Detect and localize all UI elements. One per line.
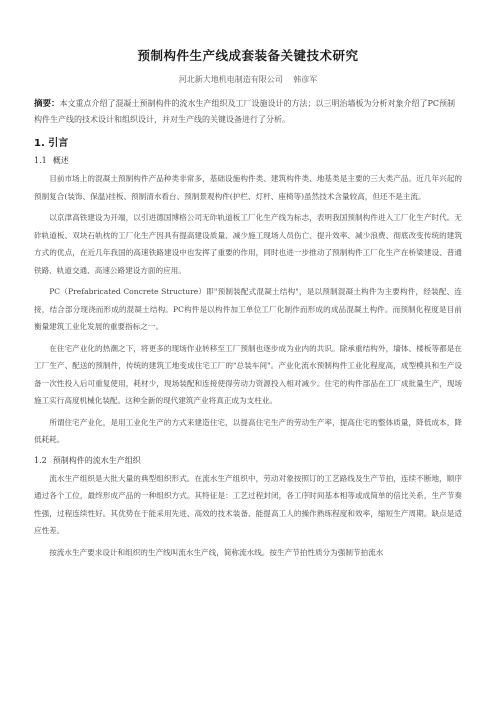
- paragraph: 按流水生产要求设计和组织的生产线叫流水生产线，简称流水线。按生产节拍性质分为强制节拍流水: [49, 547, 384, 557]
- abstract-label: 摘要：: [34, 99, 60, 109]
- paper-title: 预制构件生产线成套装备关键技术研究: [137, 48, 359, 63]
- subsection-number: 1.2: [34, 455, 47, 465]
- paragraph: 目前市场上的混凝土预制构件产品种类非常多，基础设施构件类、建筑构件类、地基类是主要的三大类产品。近几年兴起的预制复合(装饰、保温)挂板、预制清水看台、预制景观构件(护栏、灯杆、座椅等)虽然技术含量较高，但还不是主流。: [34, 174, 462, 201]
- abstract-text: 本文重点介绍了混凝土预制构件的流水生产组织及工厂设施设计的方法；以三明治墙板为分析对象介绍了PC预制构件生产线的技术设计和组织设计，并对生产线的关键设备进行了分析。: [34, 99, 456, 124]
- paragraph: 流水生产组织是大批大量的典型组织形式。在流水生产组织中，劳动对象按照订的工艺路线及生产节拍，连续不断地，顺序通过各个工位，最终形成产品的一种组织方式。其特征是：工艺过程封闭，各工序时间基本相等或成简单的倍比关系，生产节奏性强，过程连续性好。其优势在于能采用先进、高效的技术装备、能提高工人的操作熟练程度和效率，缩短生产周期。缺点是适应性差。: [34, 473, 462, 535]
- abstract: [34, 96, 462, 128]
- author-name: 韩彦军: [293, 75, 318, 84]
- byline: [34, 74, 462, 85]
- subsection-title: 概述: [52, 156, 69, 165]
- paragraph: 以京津高铁建设为开端，以引进德国博格公司无砟轨道板工厂化生产线为标志，表明我国预制构件进入工厂化生产时代。无砟轨道板、双块石轨枕的工厂化生产因具有提高建设质量、减少施工现场人员伤亡、提升效率、减少浪费、彻底改变传统的建筑方式的优点，在近几年我国的高速铁路建设中也发挥了重要的作用，同时也进一步推动了预制构件工厂化生产在桥梁建设、普通铁路、轨道交通、高速公路建设方面的应用。: [34, 213, 462, 275]
- section-heading-introduction: 1. 引言: [34, 138, 69, 149]
- subsection-heading-flow-production: [34, 455, 462, 466]
- paragraph: 在住宅产业化的热潮之下，将更多的现场作业转移至工厂预制也逐步成为业内的共识。除承重结构外，墙体、楼板等都是在工厂生产、配送的预制件，传统的建筑工地变成住宅工厂的"总装车间"。产业化流水预制构件工业化程度高，成型模具和生产设备一次性投入后可重复使用，耗材少，现场装配和连接使得劳动力资源投入相对减少。住宅的构件部品在工厂成批量生产，现场施工实行高度机械化装配。这种全新的现代建筑产业将真正成为支柱业。: [34, 343, 462, 405]
- paragraph: 所谓住宅产业化，是用工业化生产的方式来建造住宅，以提高住宅生产的劳动生产率，提高住宅的整体质量，降低成本，降低耗耗。: [34, 417, 462, 444]
- paragraph: PC（Prefabricated Concrete Structure）即"预制装配式混凝土结构"，是以预制混凝土构件为主要构件，经装配、连接，结合部分现浇而形成的混凝土结构。PC构件是以构件加工单位工厂化制作而形成的成品混凝土构件。而预制化程度是目前衡量建筑工业化发展的重要指标之一。: [34, 287, 462, 331]
- subsection-heading-overview: [34, 155, 462, 166]
- subsection-number: 1.1: [34, 156, 47, 165]
- author-organization: 河北新大地机电制造有限公司: [178, 75, 283, 84]
- subsection-title: 预制构件的流水生产组织: [52, 455, 141, 465]
